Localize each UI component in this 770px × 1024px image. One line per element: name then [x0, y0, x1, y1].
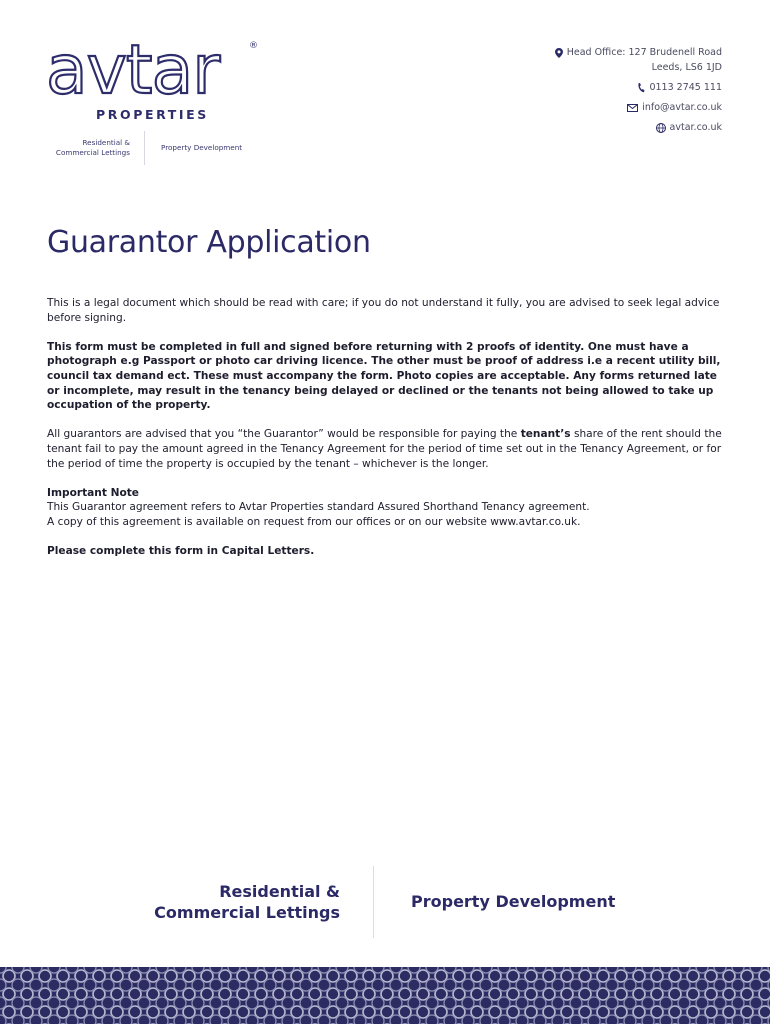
- contact-block: [555, 45, 722, 135]
- globe-icon: [656, 123, 666, 133]
- decorative-pattern-band: [0, 967, 770, 1024]
- header-tag-lettings: Residential & Commercial Lettings: [55, 138, 130, 157]
- footer-development: Property Development: [411, 892, 616, 911]
- capitals-notice: Please complete this form in Capital Letters.: [47, 545, 315, 558]
- guarantor-paragraph: [47, 427, 723, 471]
- logo-subtitle: PROPERTIES: [96, 107, 209, 122]
- header-tag-development: Property Development: [161, 143, 243, 152]
- footer-lettings: [154, 881, 340, 923]
- footer-lettings-line1: Residential &: [219, 882, 340, 901]
- important-note: [47, 486, 723, 530]
- contact-email[interactable]: [555, 100, 722, 115]
- document-body: [47, 296, 723, 573]
- footer-divider: [373, 866, 374, 938]
- logo-wordmark: [46, 38, 261, 100]
- phone-icon: [637, 83, 645, 93]
- logo-word-text: avtar: [46, 38, 220, 100]
- contact-address-line1: [555, 45, 722, 60]
- header-tag-divider: [144, 131, 145, 165]
- logo-registered-mark: ®: [249, 41, 258, 51]
- important-note-heading: Important Note: [47, 486, 139, 499]
- intro-paragraph: This is a legal document which should be read with care; if you do not understand it fully, you are advised to seek legal advice before signing.: [47, 297, 720, 324]
- address-line1-text: Head Office: 127 Brudenell Road: [566, 47, 722, 58]
- footer-lettings-line2: Commercial Lettings: [154, 903, 340, 922]
- website-text: avtar.co.uk: [669, 122, 722, 133]
- envelope-icon: [627, 104, 638, 112]
- phone-text: 0113 2745 111: [649, 82, 722, 93]
- guarantor-text-part1: All guarantors are advised that you “the Guarantor” would be responsible for paying the: [47, 428, 521, 441]
- guarantor-text-bold: tenant’s: [520, 428, 571, 441]
- contact-website[interactable]: [555, 120, 722, 135]
- page-title: Guarantor Application: [47, 225, 371, 260]
- address-line2-text: Leeds, LS6 1JD: [651, 62, 722, 73]
- contact-address-line2: [555, 60, 722, 75]
- requirements-paragraph: This form must be completed in full and signed before returning with 2 proofs of identity. One must have a photograph e.g Passport or photo car driving licence. The other must be proof of address i.e a recent utility bill, council tax demand ect. These must accompany the form. Photo copies are acceptable. Any forms returned late or incomplete, may result in the tenancy being delayed or declined or the tenants not being allowed to take up occupation of the property.: [47, 340, 721, 412]
- email-text: info@avtar.co.uk: [642, 102, 722, 113]
- map-pin-icon: [555, 48, 563, 58]
- contact-phone[interactable]: [555, 80, 722, 95]
- guarantor-text-part2: share of the rent should the tenant fail to pay the amount agreed in the Tenancy Agreement for the period of time set out in the Tenancy Agreement, or for the period of time the property is occupied by the tenant – whichever is the longer.: [47, 428, 722, 470]
- avtar-logo: [46, 38, 261, 128]
- important-note-line1: This Guarantor agreement refers to Avtar Properties standard Assured Shorthand Tenancy agreement.: [47, 501, 590, 514]
- important-note-line2: A copy of this agreement is available on request from our offices or on our website www.avtar.co.uk.: [47, 515, 581, 528]
